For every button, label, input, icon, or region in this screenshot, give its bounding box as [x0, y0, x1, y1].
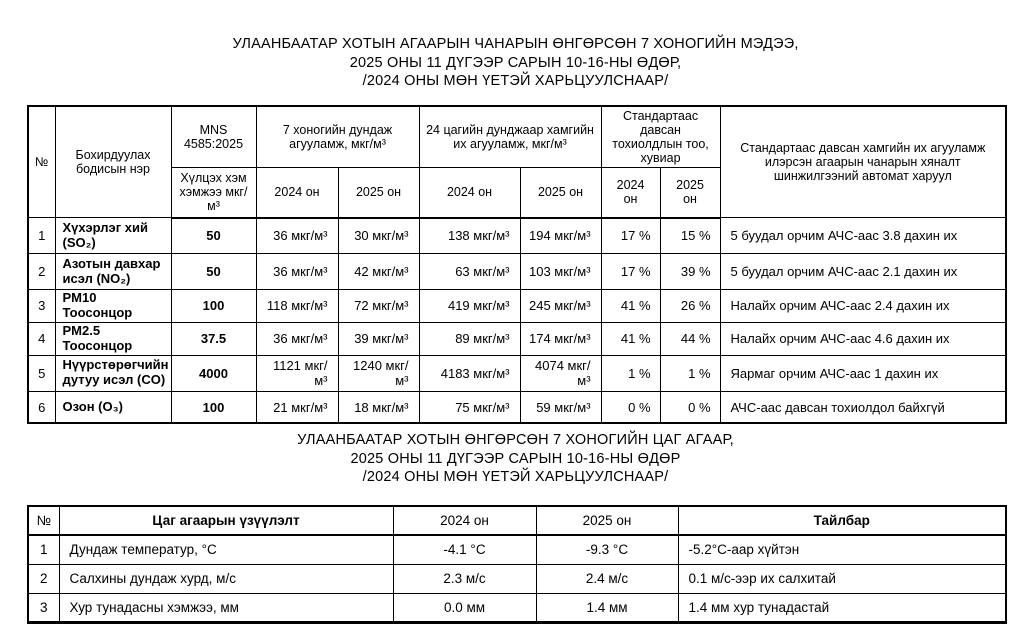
title2-line3: /2024 ОНЫ МӨН ҮЕТЭЙ ХАРЬЦУУЛСНААР/ — [362, 469, 669, 485]
daily-2025-value: 194 мкг/м³ — [520, 218, 601, 254]
row-number: 2 — [28, 254, 55, 290]
pollutant-name: Нүүрстөрөгчийн дутуу исэл (CO) — [55, 355, 171, 391]
value-2025: 1.4 мм — [536, 593, 678, 622]
exceed-2025-percent: 15 % — [660, 218, 720, 254]
weekly-2025-value: 39 мкг/м³ — [338, 322, 419, 355]
air-quality-report-title — [0, 35, 1031, 91]
weather-indicator: Хур тунадасны хэмжээ, мм — [59, 593, 393, 622]
value-2024: 2.3 м/с — [393, 564, 536, 593]
row-number: 2 — [28, 564, 59, 593]
row-number: 3 — [28, 593, 59, 622]
col-header-2025: 2025 он — [536, 506, 678, 535]
weekly-2024-value: 1121 мкг/м³ — [256, 355, 338, 391]
weekly-2024-value: 36 мкг/м³ — [256, 254, 338, 290]
station-note: 5 буудал орчим АЧС-аас 2.1 дахин их — [720, 254, 1006, 290]
value-2025: -9.3 °C — [536, 535, 678, 564]
weather-note: 0.1 м/с-ээр их салхитай — [678, 564, 1006, 593]
title2-line1: УЛААНБААТАР ХОТЫН ӨНГӨРСӨН 7 ХОНОГИЙН ЦАГ АГААР, — [297, 432, 734, 448]
table-row — [28, 290, 1006, 323]
weather-indicator: Дундаж температур, °C — [59, 535, 393, 564]
station-note: 5 буудал орчим АЧС-аас 3.8 дахин их — [720, 218, 1006, 254]
table-row — [28, 218, 1006, 254]
weather-note: 1.4 мм хур тунадастай — [678, 593, 1006, 622]
table-row — [28, 355, 1006, 391]
daily-2025-value: 174 мкг/м³ — [520, 322, 601, 355]
daily-2024-value: 419 мкг/м³ — [419, 290, 520, 323]
row-number: 3 — [28, 290, 55, 323]
col-header-exceedance: Стандартаас давсан тохиолдлын тоо, хувиар — [601, 106, 720, 168]
title1-line1: УЛААНБААТАР ХОТЫН АГААРЫН ЧАНАРЫН ӨНГӨРСӨН 7 ХОНОГИЙН МЭДЭЭ, — [232, 36, 799, 52]
weekly-2025-value: 1240 мкг/м³ — [338, 355, 419, 391]
title1-line3: /2024 ОНЫ МӨН ҮЕТЭЙ ХАРЬЦУУЛСНААР/ — [362, 73, 669, 89]
exceed-2025-percent: 44 % — [660, 322, 720, 355]
value-2024: 0.0 мм — [393, 593, 536, 622]
mns-limit: 50 — [171, 254, 256, 290]
weather-note: -5.2°C-аар хүйтэн — [678, 535, 1006, 564]
daily-2025-value: 103 мкг/м³ — [520, 254, 601, 290]
weekly-2025-value: 30 мкг/м³ — [338, 218, 419, 254]
row-number: 5 — [28, 355, 55, 391]
mns-limit: 37.5 — [171, 322, 256, 355]
title1-line2: 2025 ОНЫ 11 ДҮГЭЭР САРЫН 10-16-НЫ ӨДӨР, — [349, 54, 682, 71]
weekly-2025-value: 72 мкг/м³ — [338, 290, 419, 323]
weather-report-title — [0, 431, 1031, 487]
col-header-exceed-2024-label: 2024 он — [616, 177, 645, 207]
weekly-2024-value: 118 мкг/м³ — [256, 290, 338, 323]
col-header-station: Стандартаас давсан хамгийн их агууламж илэрсэн агаарын чанарын хяналт шинжилгээний автомат харуул — [720, 106, 1006, 218]
table-row — [28, 535, 1006, 564]
exceed-2025-percent: 1 % — [660, 355, 720, 391]
col-header-exceed-2024 — [601, 168, 660, 218]
daily-2024-value: 138 мкг/м³ — [419, 218, 520, 254]
mns-limit: 4000 — [171, 355, 256, 391]
table-row — [28, 322, 1006, 355]
value-2024: -4.1 °C — [393, 535, 536, 564]
weekly-2025-value: 18 мкг/м³ — [338, 391, 419, 423]
col-header-weather-indicator: Цаг агаарын үзүүлэлт — [59, 506, 393, 535]
col-header-2024: 2024 он — [393, 506, 536, 535]
exceed-2024-percent: 41 % — [601, 290, 660, 323]
value-2025: 2.4 м/с — [536, 564, 678, 593]
col-header-exceed-2025 — [660, 168, 720, 218]
weekly-2024-value: 36 мкг/м³ — [256, 322, 338, 355]
daily-2025-value: 4074 мкг/м³ — [520, 355, 601, 391]
table-row — [28, 254, 1006, 290]
pollutant-name: Озон (O₃) — [55, 391, 171, 423]
station-note: АЧС-аас давсан тохиолдол байхгүй — [720, 391, 1006, 423]
daily-2025-value: 245 мкг/м³ — [520, 290, 601, 323]
station-note: Яармаг орчим АЧС-аас 1 дахин их — [720, 355, 1006, 391]
row-number: 6 — [28, 391, 55, 423]
weekly-2024-value: 36 мкг/м³ — [256, 218, 338, 254]
col-header-pollutant: Бохирдуулах бодисын нэр — [55, 106, 171, 218]
col-header-weekly-average: 7 хоногийн дундаж агууламж, мкг/м³ — [256, 106, 419, 168]
table-row — [28, 593, 1006, 622]
exceed-2024-percent: 1 % — [601, 355, 660, 391]
daily-2024-value: 75 мкг/м³ — [419, 391, 520, 423]
row-number: 4 — [28, 322, 55, 355]
daily-2024-value: 4183 мкг/м³ — [419, 355, 520, 391]
mns-limit: 100 — [171, 290, 256, 323]
mns-limit: 50 — [171, 218, 256, 254]
row-number: 1 — [28, 218, 55, 254]
col-header-number: № — [28, 106, 55, 218]
weekly-2024-value: 21 мкг/м³ — [256, 391, 338, 423]
station-note: Налайх орчим АЧС-аас 4.6 дахин их — [720, 322, 1006, 355]
weather-table — [27, 505, 1007, 624]
col-header-mns-standard: MNS 4585:2025 — [171, 106, 256, 168]
daily-2024-value: 63 мкг/м³ — [419, 254, 520, 290]
air-quality-table — [27, 105, 1007, 424]
pollutant-name: Азотын давхар исэл (NO₂) — [55, 254, 171, 290]
col-header-exceed-2025-label: 2025 он — [676, 177, 704, 207]
col-header-note: Тайлбар — [678, 506, 1006, 535]
col-header-weekly-2025: 2025 он — [338, 168, 419, 218]
col-header-daily-max: 24 цагийн дунджаар хамгийн их агууламж, мкг/м³ — [419, 106, 601, 168]
exceed-2025-percent: 0 % — [660, 391, 720, 423]
exceed-2024-percent: 17 % — [601, 254, 660, 290]
title2-line2: 2025 ОНЫ 11 ДҮГЭЭР САРЫН 10-16-НЫ ӨДӨР — [350, 450, 681, 467]
daily-2024-value: 89 мкг/м³ — [419, 322, 520, 355]
pollutant-name: Хүхэрлэг хий (SO₂) — [55, 218, 171, 254]
table-row — [28, 391, 1006, 423]
pollutant-name: PM2.5 Тоосонцор — [55, 322, 171, 355]
col-header-number: № — [28, 506, 59, 535]
station-note: Налайх орчим АЧС-аас 2.4 дахин их — [720, 290, 1006, 323]
exceed-2024-percent: 17 % — [601, 218, 660, 254]
weather-indicator: Салхины дундаж хурд, м/с — [59, 564, 393, 593]
col-header-tolerance-limit: Хүлцэх хэм хэмжээ мкг/м³ — [171, 168, 256, 218]
daily-2025-value: 59 мкг/м³ — [520, 391, 601, 423]
exceed-2025-percent: 26 % — [660, 290, 720, 323]
exceed-2024-percent: 0 % — [601, 391, 660, 423]
exceed-2024-percent: 41 % — [601, 322, 660, 355]
exceed-2025-percent: 39 % — [660, 254, 720, 290]
weekly-2025-value: 42 мкг/м³ — [338, 254, 419, 290]
col-header-weekly-2024: 2024 он — [256, 168, 338, 218]
row-number: 1 — [28, 535, 59, 564]
col-header-daily-2024: 2024 он — [419, 168, 520, 218]
mns-limit: 100 — [171, 391, 256, 423]
pollutant-name: PM10 Тоосонцор — [55, 290, 171, 323]
col-header-daily-2025: 2025 он — [520, 168, 601, 218]
table-row — [28, 564, 1006, 593]
